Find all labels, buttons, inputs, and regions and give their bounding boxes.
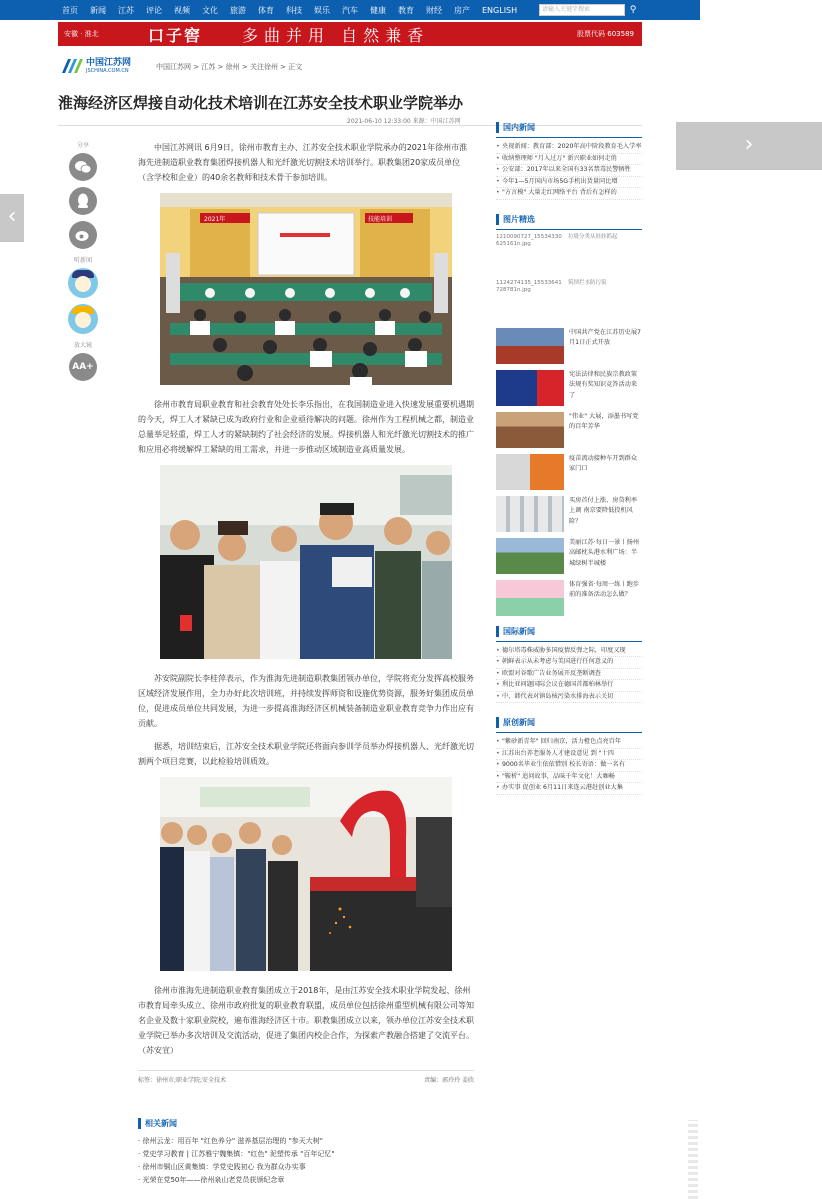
domestic-news-item[interactable]: • 收纳整理师 "月入过万" 新兴职业如何走俏 [496, 154, 642, 166]
related-item[interactable]: · 徐州市铜山区黄集镇：学党史践初心 我为群众办实事 [138, 1163, 306, 1171]
pic-thumbnail [496, 412, 564, 448]
nav-item-travel[interactable]: 旅游 [230, 5, 246, 15]
article-paragraph: 徐州市淮海先进制造职业教育集团成立于2018年，是由江苏安全技术职业学院发起、徐州市教育局牵头成立、徐州市政府批复的职业教育联盟，成员单位包括徐州重型机械有限公司等知名企业及数十家职业院校，遍布淮海经济区十市。职教集团成立以来，领办单位江苏安全技术职业学院已举办多次培训及交流活动，促进了集团内校企合作，为探索产教融合搭建了交流平台。（苏安宣） [138, 986, 474, 1055]
search-input[interactable]: 请输入关键字搜索 [539, 4, 625, 16]
banner-text-left: 2021年 [204, 216, 226, 223]
image-caption: 筑坝拦水防污染 [568, 279, 607, 286]
section-divider [496, 732, 642, 733]
pic-thumbnail [496, 328, 564, 364]
pic-news-row[interactable] [496, 370, 642, 406]
article-photo-demo [160, 465, 452, 659]
listen-label: 听新闻 [73, 257, 92, 264]
nav-item-video[interactable]: 视频 [174, 5, 190, 15]
share-column [66, 140, 100, 387]
intl-news-item[interactable]: • 欧盟对谷歌广告业务展开反垄断调查 [496, 669, 642, 681]
demo-photo-illustration [160, 465, 452, 659]
nav-items [62, 0, 529, 20]
banner-left-text: 安徽 · 淮北 [64, 30, 99, 38]
logo-name: 中国江苏网 [86, 58, 132, 68]
nav-item-tech[interactable]: 科技 [286, 5, 302, 15]
article-paragraph: 苏安院副院长李桂萍表示，作为淮海先进制造职教集团领办单位，学院将充分发挥高校服务区域经济发展作用，全力办好此次培训班，并持续发挥师资和设施优势资源，服务好集团成员单位，促进成员单位共同发展，为进一步提高淮海经济区机械装备制造业职业教育竞争力作出应有贡献。 [138, 674, 474, 728]
pic-caption: 美丽江苏·每日一景丨扬州高邮枕头港水利广场：半城绿树半城楼 [569, 538, 640, 567]
female-voice-avatar-icon[interactable] [68, 304, 98, 334]
section-divider [496, 229, 642, 230]
nav-item-comment[interactable]: 评论 [146, 5, 162, 15]
share-label: 分享 [76, 142, 89, 149]
magnifier-label: 放大镜 [73, 342, 92, 349]
orig-news-item[interactable]: • 办实事 促创业 6月11日来连云港赶创业大集 [496, 783, 642, 795]
intl-news-title: 国际新闻 [496, 626, 642, 637]
pic-news-row[interactable] [496, 538, 642, 574]
pic-caption: 体育强省·每周一练丨跑步前的准备活动怎么做？ [569, 580, 640, 598]
search-icon[interactable]: ⚲ [629, 5, 637, 15]
banner-text-right: 技能培训 [368, 216, 393, 223]
broken-image[interactable] [496, 234, 642, 276]
right-sidebar [496, 122, 642, 795]
nav-item-english[interactable]: ENGLISH [482, 5, 518, 15]
pic-thumbnail [496, 580, 564, 616]
pic-caption: "伟业" 大展，添墨书写党的百年芳华 [569, 412, 639, 430]
broken-image[interactable] [496, 280, 642, 322]
nav-item-ent[interactable]: 娱乐 [314, 5, 330, 15]
page-scrollbar[interactable] [688, 1120, 698, 1199]
intl-news-item[interactable]: • 朝鲜表示从未考虑与美国进行任何意义的 [496, 657, 642, 669]
orig-news-item[interactable]: • 9000名毕业生依依惜别 校长寄语：做一名有 [496, 760, 642, 772]
nav-item-health[interactable]: 健康 [370, 5, 386, 15]
next-arrow-icon[interactable]: › [676, 122, 822, 170]
related-item[interactable]: · 党史学习教育 | 江苏雅宁魏集镇："红色" 泥塑传承 "百年记忆" [138, 1150, 335, 1158]
image-alt-text: 1210090727_15534330625161n.jpg [496, 233, 562, 247]
pic-thumbnail [496, 496, 564, 532]
pic-thumbnail [496, 454, 564, 490]
tags-text[interactable]: 标签：徐州市;职业学院;安全技术 [138, 1077, 227, 1084]
logo-url: JSCHINA.COM.CN [86, 68, 129, 74]
breadcrumb[interactable]: 中国江苏网 > 江苏 > 徐州 > 关注徐州 > 正文 [156, 63, 303, 71]
article-paragraph: 中国江苏网讯 6月9日，徐州市教育主办、江苏安全技术职业学院承办的2021年徐州市淮海先进制造职业教育集团焊接机器人和光纤激光切割技术培训举行。职教集团20家成员单位（含学校和企业）的40余名教师和技术骨干参加培训。 [138, 143, 468, 182]
weibo-icon[interactable] [69, 221, 97, 249]
qq-icon[interactable] [69, 187, 97, 215]
image-alt-text: 1124274135_15533641728781n.jpg [496, 279, 562, 293]
domestic-news-item[interactable]: • 公安部：2017年以来全国有33名禁毒民警牺牲 [496, 165, 642, 177]
banner-ad[interactable] [58, 22, 642, 46]
article-photo-meeting [160, 193, 452, 385]
article-meta: 2021-06-10 12:33:00 来源：中国江苏网 [347, 118, 461, 125]
pic-news-row[interactable] [496, 454, 642, 490]
domestic-news-item[interactable]: • 央视新闻：教育部：2020年高中阶段教育毛入学率 [496, 142, 642, 154]
pic-caption: 疫苗流动接种车开到群众家门口 [569, 454, 638, 472]
banner-brand: 口子窖 [148, 25, 203, 45]
prev-arrow-icon[interactable]: ‹ [0, 194, 24, 242]
nav-item-news[interactable]: 新闻 [90, 5, 106, 15]
article-body [138, 140, 474, 1066]
editor-text: 责编：郭玲玲 姜欣 [424, 1077, 474, 1084]
article-tags [138, 1070, 474, 1084]
article-paragraph: 徐州市教育局职业教育和社会教育处处长李乐指出，在我国制造业进入快速发展重要机遇期的今天，焊工人才紧缺已成为政府行业和企业亟待解决的问题。徐州作为工程机械之都，制造业总量举足轻重，焊工人才的紧缺制约了社会经济的发展。焊接机器人和光纤激光切割技术的推广和应用必将缓解焊工紧缺的用工需求，并进一步推动区域制造业高质量发展。 [138, 400, 474, 454]
pic-news-row[interactable] [496, 496, 642, 532]
section-divider [496, 641, 642, 642]
site-logo[interactable] [60, 53, 140, 81]
nav-item-finance[interactable]: 财经 [426, 5, 442, 15]
related-title: 相关新闻 [138, 1118, 474, 1129]
page-title: 淮海经济区焊接自动化技术培训在江苏安全技术职业学院举办 [58, 94, 464, 112]
banner-stock: 股票代码 603589 [577, 30, 634, 38]
pics-title: 图片精选 [496, 214, 642, 225]
pic-caption: 中国共产党在江苏历史展7月1日正式开放 [569, 328, 641, 346]
male-voice-avatar-icon[interactable] [68, 268, 98, 298]
domestic-news-title: 国内新闻 [496, 122, 642, 133]
intl-news-item[interactable]: • 德尔塔毒株威胁多国疫情反弹之际，印度又现 [496, 646, 642, 658]
related-item[interactable]: · 光荣在党50年——徐州泉山老党员获颁纪念章 [138, 1176, 285, 1184]
domestic-news-item[interactable]: • 今年1—5月国内市场5G手机出货量同比增 [496, 177, 642, 189]
pic-caption: 宪法法律和民族宗教政策法规有奖知识竞答活动来了 [569, 370, 638, 399]
nav-item-auto[interactable]: 汽车 [342, 5, 358, 15]
article-photo-laser [160, 777, 452, 971]
pic-caption: 买房首付上涨、房贷利率上调 南京要降低投机风险？ [569, 496, 638, 525]
orig-news-title: 原创新闻 [496, 717, 642, 728]
nav-item-edu[interactable]: 教育 [398, 5, 414, 15]
top-navigation [0, 0, 700, 20]
font-size-button[interactable]: AA+ [69, 353, 97, 381]
nav-item-home[interactable]: 首页 [62, 5, 78, 15]
orig-news-item[interactable]: • 江苏出台养老服务人才建设意见 到 "十四 [496, 749, 642, 761]
orig-news-item[interactable]: • "紫砂新青年" 回归南京，活力橙色点亮百年 [496, 737, 642, 749]
orig-news-item[interactable]: • "鞍析" 追问故事，品味千年文化！大咖畅 [496, 772, 642, 784]
nav-item-house[interactable]: 房产 [454, 5, 470, 15]
pic-thumbnail [496, 370, 564, 406]
wechat-icon[interactable] [69, 153, 97, 181]
intl-news-item[interactable]: • 利比亚问题国际会议在德国首都柏林举行 [496, 680, 642, 692]
domestic-news-item[interactable]: • "方言模" 大量走红网络平台 背后有怎样的 [496, 188, 642, 200]
nav-item-culture[interactable]: 文化 [202, 5, 218, 15]
article-paragraph: 据悉，培训结束后，江苏安全技术职业学院还将面向参训学员举办焊接机器人、光纤激光切割两个项目竞赛，以此检验培训质效。 [138, 742, 474, 766]
intl-news-item[interactable]: • 中、韩代表对镇岛核污染水排海表示关切 [496, 692, 642, 704]
related-item[interactable]: · 徐州云龙：用百年 "红色养分" 滋养基层治理的 "参天大树" [138, 1137, 324, 1145]
logo-mark-icon [60, 55, 84, 77]
banner-slogan: 多曲并用 自然兼香 [242, 25, 430, 45]
pic-news-row[interactable] [496, 580, 642, 616]
related-news [138, 1118, 474, 1187]
image-caption: 垃圾分类从娃娃抓起 [568, 233, 618, 240]
meeting-photo-illustration [160, 193, 452, 385]
nav-item-sports[interactable]: 体育 [258, 5, 274, 15]
pic-thumbnail [496, 538, 564, 574]
pic-news-row[interactable] [496, 328, 642, 364]
pic-news-row[interactable] [496, 412, 642, 448]
section-divider [496, 137, 642, 138]
nav-item-jiangsu[interactable]: 江苏 [118, 5, 134, 15]
laser-photo-illustration [160, 777, 452, 971]
